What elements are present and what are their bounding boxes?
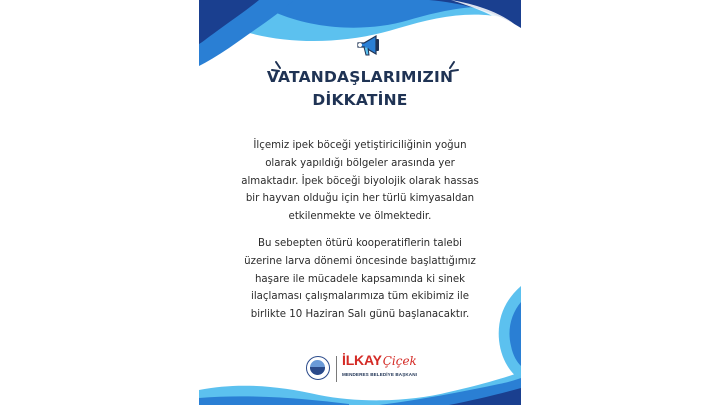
- logo-divider: [336, 356, 337, 382]
- mayor-signature-logo: [306, 352, 436, 386]
- paragraph-line: haşare ile mücadele kapsamında ki sinek: [254, 273, 466, 285]
- announcement-title: [199, 66, 521, 112]
- title-line-1: VATANDAŞLARIMIZIN: [266, 68, 454, 86]
- mayor-first-name: İLKAY: [342, 352, 382, 368]
- paragraph-line: etkilenmekte ve ölmektedir.: [288, 211, 432, 223]
- paragraph-line: üzerine larva dönemi öncesinde başlattığımız: [244, 255, 476, 267]
- mayor-name: [342, 352, 417, 370]
- paragraph-line: ilaçlaması çalışmalarımıza tüm ekibimiz ile: [251, 291, 469, 303]
- mayor-last-name: Çiçek: [382, 354, 417, 368]
- paragraph-line: almaktadır. İpek böceği biyolojik olarak hassas: [241, 175, 479, 187]
- paragraph-line: bir hayvan olduğu için her türlü kimyasaldan: [245, 193, 475, 205]
- municipality-seal-icon: [306, 356, 330, 380]
- paragraph-2: [214, 235, 506, 324]
- title-line-2: DİKKATİNE: [312, 91, 408, 109]
- paragraph-line: İlçemiz ipek böceği yetiştiriciliğinin yoğun: [253, 140, 467, 151]
- paragraph-1: [214, 137, 506, 226]
- paragraph-line: birlikte 10 Haziran Salı günü başlanacaktır.: [250, 309, 470, 321]
- paragraph-line: Bu sebepten ötürü kooperatiflerin talebi: [257, 238, 462, 249]
- mayor-title: MENDERES BELEDİYE BAŞKANI: [342, 372, 417, 377]
- paragraph-line: olarak yapıldığı bölgeler arasında yer: [265, 157, 455, 169]
